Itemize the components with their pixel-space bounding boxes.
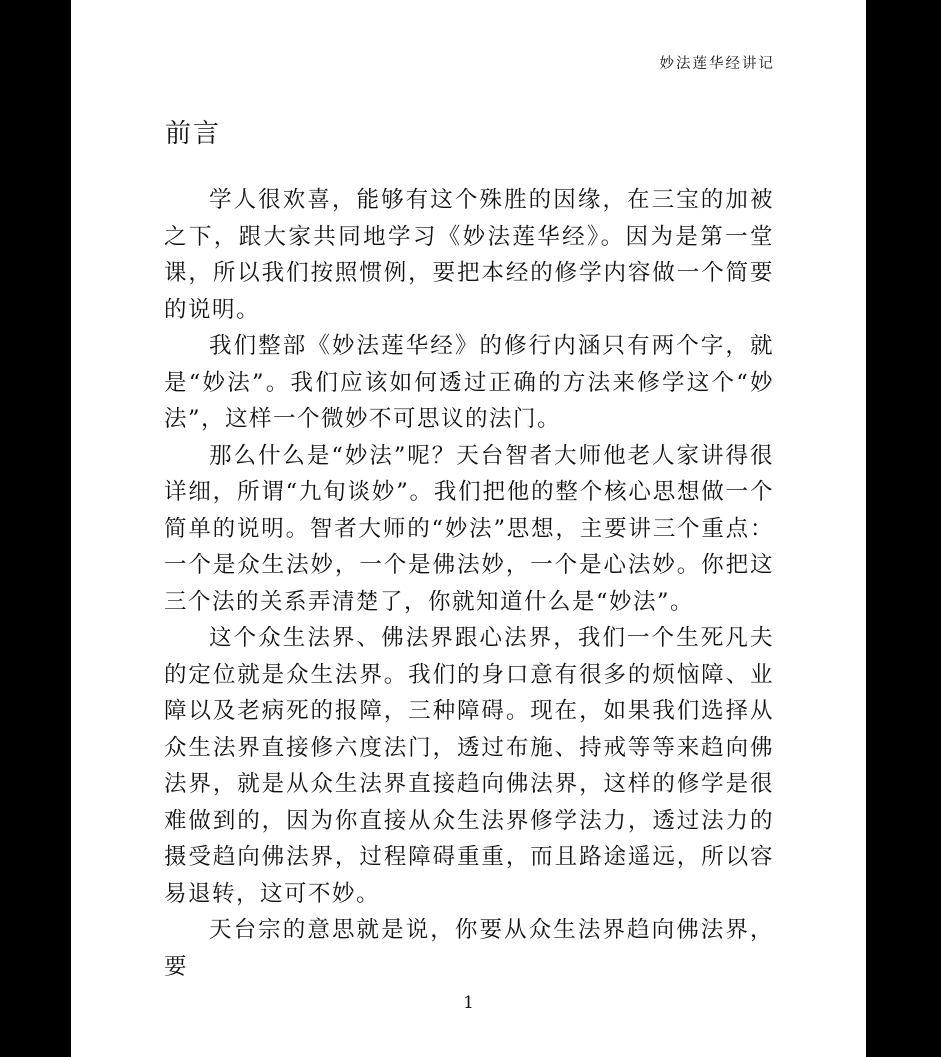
paragraph: 天台宗的意思就是说，你要从众生法界趋向佛法界，要 (164, 917, 774, 980)
page-number: 1 (463, 993, 474, 1013)
book-page (71, 0, 866, 1057)
paragraph: 这个众生法界、佛法界跟心法界，我们一个生死凡夫的定位就是众生法界。我们的身口意有很多的烦恼障、业障以及老病死的报障，三种障碍。现在，如果我们选择从众生法界直接修六度法门，透过布施、持戒等等来趋向佛法界，就是从众生法界直接趋向佛法界，这样的修学是很难做到的，因为你直接从众生法界修学法力，透过法力的摄受趋向佛法界，过程障碍重重，而且路途遥远，所以容易退转，这可不妙。 (164, 625, 774, 907)
paragraph: 那么什么是“妙法”呢？天台智者大师他老人家讲得很详细，所谓“九旬谈妙”。我们把他的整个核心思想做一个简单的说明。智者大师的“妙法”思想，主要讲三个重点：一个是众生法妙，一个是佛法妙，一个是心法妙。你把这三个法的关系弄清楚了，你就知道什么是“妙法”。 (164, 442, 774, 615)
body-text (164, 182, 774, 985)
paragraph: 我们整部《妙法莲华经》的修行内涵只有两个字，就是“妙法”。我们应该如何透过正确的方法来修学这个“妙法”，这样一个微妙不可思议的法门。 (164, 333, 774, 432)
running-header: 妙法莲华经讲记 (659, 56, 775, 72)
chapter-title: 前言 (165, 119, 222, 149)
paragraph: 学人很欢喜，能够有这个殊胜的因缘，在三宝的加被之下，跟大家共同地学习《妙法莲华经》。因为是第一堂课，所以我们按照惯例，要把本经的修学内容做一个简要的说明。 (164, 187, 774, 323)
